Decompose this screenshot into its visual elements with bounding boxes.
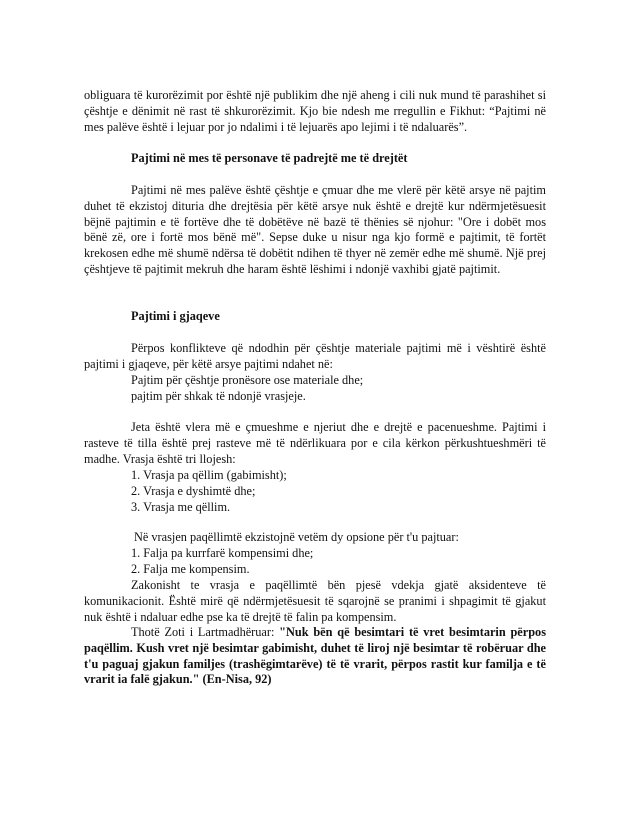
paragraph-life-value: Jeta është vlera më e çmueshme e njeriut dhe e drejtë e pacenueshme. Pajtimi i rasteve të tilla është prej rasteve më të ndërlikuara por e cila kërkon përkushtueshmëri të madhe. Vrasja është tri llojesh:	[84, 420, 546, 466]
paragraph-intro: obliguara të kurorëzimit por është një publikim dhe një aheng i cili nuk mund të parashihet si çështje e dënimit në rast të shkurorëzimit. Kjo bie ndesh me rregullin e Fikhut: “Pajtimi në mes palëve është i lejuar por jo ndalimi i të lejuarës apo lejimi i të ndaluarës”.	[84, 88, 546, 134]
list-item: 1. Vrasja pa qëllim (gabimisht);	[131, 468, 287, 482]
paragraph-blood-conflicts: Përpos konflikteve që ndodhin për çështje materiale pajtimi më i vështirë është pajtimi i gjaqeve, për këtë arsye pajtimi ndahet në:	[84, 341, 546, 371]
paragraph-reconciliation-values: Pajtimi në mes palëve është çështje e çmuar dhe me vlerë për këtë arsye në pajtim duhet të ekzistoj dituria dhe drejtësia për këtë arsye nuk është e drejtë kur ndërmjetësuesit bëjnë pajtimin e të fortëve dhe të dobëtëve në bazë të thënies së njohur: "Ore i dobët mos bënë zë, ore i fortë mos bënë më". Sepse duke u nisur nga kjo formë e pajtimit, të fortët krekosen edhe më shumë ndërsa të dobëtit ndihen të thyer në zemër edhe më shumë. Një prej çështjeve të pajtimit mekruh dhe haram është lëshimi i ndonjë vaxhibi gjatë pajtimit.	[84, 183, 546, 276]
paragraph-unintentional-options: Në vrasjen paqëllimtë ekzistojnë vetëm dy opsione për t'u pajtuar:	[134, 530, 459, 544]
section-heading-blood-reconciliation: Pajtimi i gjaqeve	[131, 309, 220, 323]
list-item: 3. Vrasja me qëllim.	[131, 499, 231, 514]
list-item: pajtim për shkak të ndonjë vrasjeje.	[131, 388, 306, 403]
list-item: 2. Falja me kompensim.	[131, 561, 250, 576]
list-forgiveness-options	[131, 546, 546, 578]
paragraph-quran-quote	[84, 625, 546, 688]
list-reconciliation-types	[131, 373, 546, 405]
section-heading-unjust-just: Pajtimi në mes të personave të padrejtë me të drejtët	[131, 151, 408, 165]
quote-lead-text: Thotë Zoti i Lartmadhëruar:	[131, 625, 280, 639]
paragraph-traffic-accidents: Zakonisht te vrasja e paqëllimtë bën pjesë vdekja gjatë aksidenteve të komunikacionit. Është mirë që ndërmjetësuesit të sqarojnë se pranimi i shpagimit të gjakut nuk është i ndaluar edhe pse ka të drejtë të falin pa kompensim.	[84, 578, 546, 624]
list-item: Pajtim për çështje pronësore ose materiale dhe;	[131, 373, 364, 387]
list-killing-types	[131, 468, 546, 515]
list-item: 2. Vrasja e dyshimtë dhe;	[131, 483, 256, 498]
quote-bold-text: "Nuk bën që besimtari të vret besimtarin përpos paqëllim. Kush vret një besimtar gabimisht, duhet të liroj një besimtar të robëruar dhe t'u paguaj gjakun familjes (trashëgimtarëve) të të vrarit, përpos rastit kur familja e të vrarit ia falë gjakun." (En-Nisa, 92)	[84, 625, 546, 687]
list-item: 1. Falja pa kurrfarë kompensimi dhe;	[131, 546, 314, 560]
